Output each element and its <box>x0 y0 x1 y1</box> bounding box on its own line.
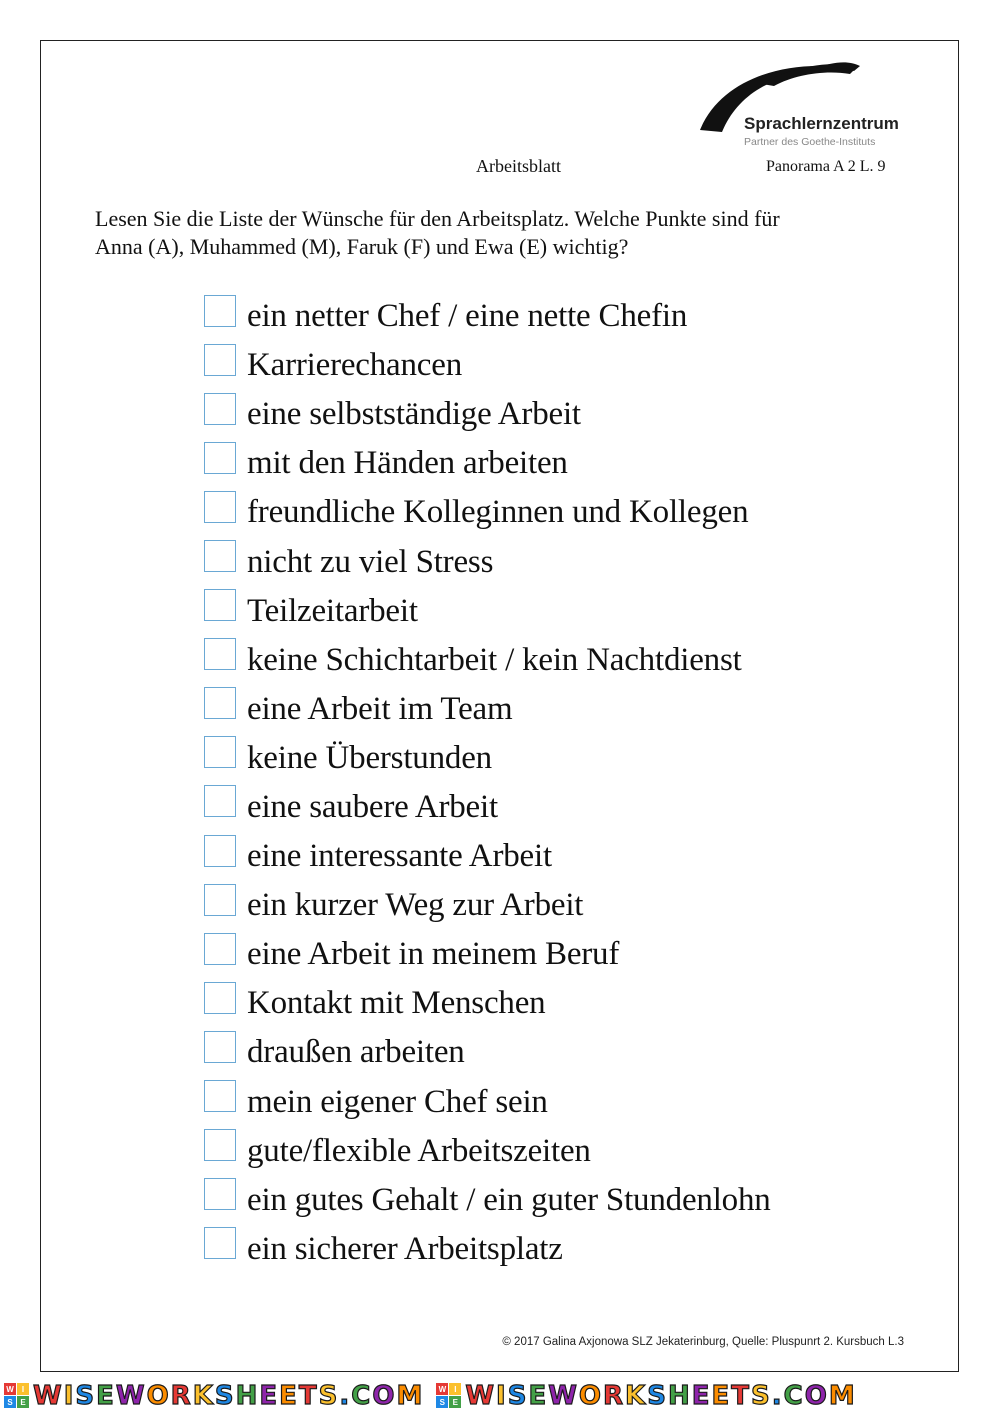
checklist-item <box>204 488 771 537</box>
checklist-item <box>204 881 771 930</box>
logo-letter: I <box>449 1383 461 1395</box>
checklist-item <box>204 979 771 1028</box>
checklist-item-label: Kontakt mit Menschen <box>247 985 546 1022</box>
checkbox[interactable] <box>204 884 236 916</box>
watermark-unit <box>432 1381 856 1411</box>
checkbox[interactable] <box>204 736 236 768</box>
checklist-item <box>204 537 771 586</box>
logo-letter: S <box>436 1396 448 1408</box>
checkbox[interactable] <box>204 1178 236 1210</box>
checkbox[interactable] <box>204 295 236 327</box>
checklist-item-label: keine Überstunden <box>247 739 492 776</box>
checklist-item-label: ein sicherer Arbeitsplatz <box>247 1230 563 1267</box>
checklist-item-label: mit den Händen arbeiten <box>247 445 568 482</box>
watermark-strip <box>0 1378 1000 1413</box>
checkbox[interactable] <box>204 393 236 425</box>
logo-letter: S <box>4 1396 16 1408</box>
checkbox[interactable] <box>204 1129 236 1161</box>
checklist-item-label: nicht zu viel Stress <box>247 543 494 580</box>
checklist-item-label: eine interessante Arbeit <box>247 838 552 875</box>
checklist-item <box>204 587 771 636</box>
checklist-item-label: ein gutes Gehalt / ein guter Stundenlohn <box>247 1181 771 1218</box>
watermark-unit <box>0 1381 424 1411</box>
checkbox[interactable] <box>204 442 236 474</box>
logo-letter: W <box>436 1383 448 1395</box>
checkbox[interactable] <box>204 1080 236 1112</box>
checklist-item-label: eine selbstständige Arbeit <box>247 396 581 433</box>
checklist-item <box>204 439 771 488</box>
checklist-item <box>204 783 771 832</box>
checkbox[interactable] <box>204 1227 236 1259</box>
document-type: Arbeitsblatt <box>476 156 561 176</box>
checkbox[interactable] <box>204 344 236 376</box>
checkbox[interactable] <box>204 785 236 817</box>
checklist-item <box>204 1028 771 1077</box>
checkbox[interactable] <box>204 638 236 670</box>
instructions-line-2: Anna (A), Muhammed (M), Faruk (F) und Ewa (E) wichtig? <box>95 234 629 259</box>
checklist-item-label: eine saubere Arbeit <box>247 788 498 825</box>
checkbox[interactable] <box>204 540 236 572</box>
checklist-item <box>204 341 771 390</box>
checklist-item <box>204 1078 771 1127</box>
checklist-item <box>204 734 771 783</box>
checkbox[interactable] <box>204 589 236 621</box>
checklist-item <box>204 636 771 685</box>
logo-letter: I <box>17 1383 29 1395</box>
logo-letter: E <box>17 1396 29 1408</box>
checklist-item-label: Teilzeitarbeit <box>247 592 418 629</box>
checkbox[interactable] <box>204 982 236 1014</box>
checklist-item-label: eine Arbeit im Team <box>247 690 513 727</box>
logo-name: Sprachlernzentrum <box>744 114 899 133</box>
wiseworksheets-logo-icon <box>436 1383 461 1408</box>
checklist-item <box>204 1176 771 1225</box>
checklist-item <box>204 1127 771 1176</box>
checklist-item-label: ein netter Chef / eine nette Chefin <box>247 298 688 335</box>
checklist-item-label: eine Arbeit in meinem Beruf <box>247 936 620 973</box>
checkbox[interactable] <box>204 491 236 523</box>
checklist-item-label: gute/flexible Arbeitszeiten <box>247 1132 591 1169</box>
checkbox[interactable] <box>204 1031 236 1063</box>
checklist-item-label: keine Schichtarbeit / kein Nachtdienst <box>247 641 742 678</box>
checklist-item <box>204 832 771 881</box>
logo-subtitle: Partner des Goethe-Instituts <box>744 136 876 148</box>
wiseworksheets-logo-icon <box>4 1383 29 1408</box>
checkbox[interactable] <box>204 687 236 719</box>
checklist-item <box>204 930 771 979</box>
checklist-item <box>204 1225 771 1274</box>
document-reference: Panorama A 2 L. 9 <box>766 158 886 175</box>
checklist-item <box>204 390 771 439</box>
checklist-item <box>204 685 771 734</box>
checklist-item-label: draußen arbeiten <box>247 1034 465 1071</box>
checkbox[interactable] <box>204 933 236 965</box>
copyright-notice: © 2017 Galina Axjonowa SLZ Jekaterinburg, Quelle: Pluspunrt 2. Kursbuch L.3 <box>502 1336 904 1348</box>
checklist-item-label: mein eigener Chef sein <box>247 1083 548 1120</box>
checkbox[interactable] <box>204 835 236 867</box>
checklist-item-label: freundliche Kolleginnen und Kollegen <box>247 494 749 531</box>
watermark-text: WISEWORKSHEETS.COM <box>33 1380 425 1411</box>
checklist-item-label: ein kurzer Weg zur Arbeit <box>247 887 584 924</box>
checklist-item <box>204 292 771 341</box>
instructions <box>95 205 915 261</box>
instructions-line-1: Lesen Sie die Liste der Wünsche für den Arbeitsplatz. Welche Punkte sind für <box>95 206 780 231</box>
checklist-item-label: Karrierechancen <box>247 347 462 384</box>
logo-letter: W <box>4 1383 16 1395</box>
wish-checklist <box>204 292 771 1274</box>
logo-letter: E <box>449 1396 461 1408</box>
sprachlernzentrum-logo <box>698 58 908 153</box>
watermark-text: WISEWORKSHEETS.COM <box>465 1380 857 1411</box>
